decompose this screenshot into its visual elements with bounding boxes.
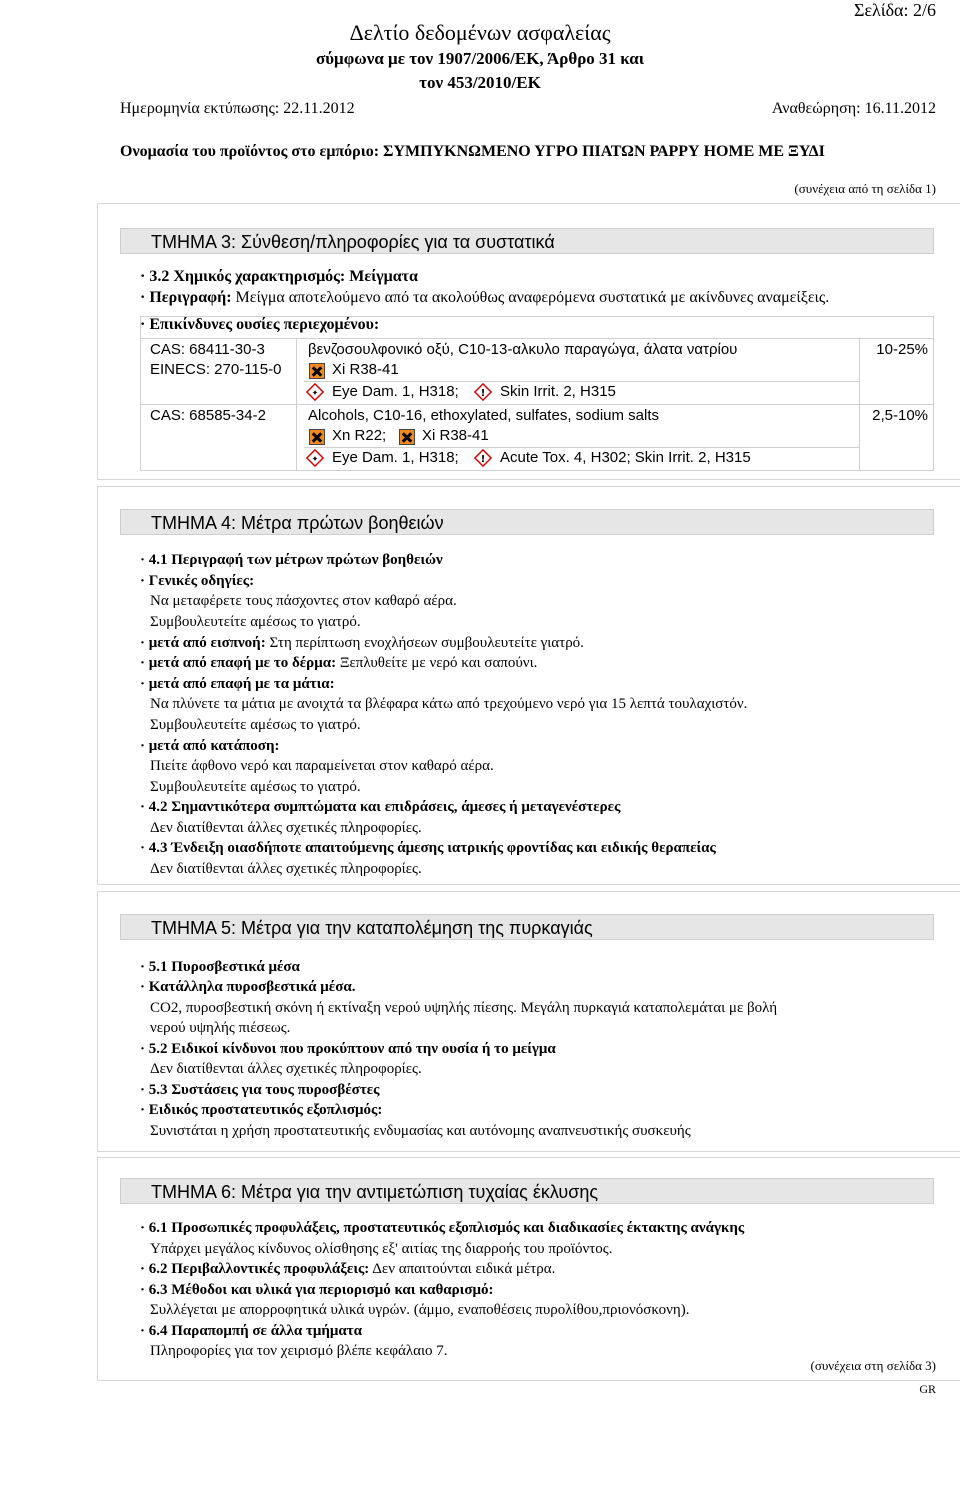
suitable-media-text-1: CO2, πυροσβεστική σκόνη ή εκτίναξη νερού υψηλής πίεσης. Μεγάλη πυρκαγιά καταπολεμάται με βολή <box>150 1000 778 1016</box>
row2-clp-rest: Acute Tox. 4, H302; Skin Irrit. 2, H315 <box>500 449 751 466</box>
cleanup-methods-text: Συλλέγεται με απορροφητικά υλικά υγρών. (άμμο, εναποθέσεις πυρολίθου,πριονόσκονη). <box>150 1302 690 1318</box>
special-hazards-heading: · 5.2 Ειδικοί κίνδυνοι που προκύπτουν από την ουσία ή το μείγμα <box>140 1041 556 1057</box>
svg-text:!: ! <box>480 388 486 400</box>
extinguishing-media-heading: · 5.1 Πυροσβεστικά μέσα <box>140 959 300 975</box>
ingestion-text-1: Πιείτε άφθονο νερό και παραμείνεται στον καθαρό αέρα. <box>150 758 494 774</box>
product-name: Ονομασία του προϊόντος στο εμπόριο: ΣΥΜΠΥΚΝΩΜΕΝΟ ΥΓΡΟ ΠΙΑΤΩΝ ΡΑΡΡΥ HOME ΜΕ ΞΥΔΙ <box>120 143 825 160</box>
continued-to-note: (συνέχεια στη σελίδα 3) <box>810 1358 936 1373</box>
medical-attention-text: Δεν διατίθενται άλλες σχετικές πληροφορίες. <box>150 861 422 877</box>
description-line <box>140 288 829 308</box>
inhalation-value: Στη περίπτωση ενοχλήσεων συμβουλευτείτε γιατρό. <box>269 635 584 651</box>
medical-attention-heading: · 4.3 Ένδειξη οιασδήποτε απαιτούμενης άμεσης ιατρικής φροντίδας και ειδικής θεραπείας <box>140 840 716 856</box>
section-4-title: ΤΜΗΜΑ 4: Μέτρα πρώτων βοηθειών <box>120 509 934 535</box>
ingestion-label: · μετά από κατάποση: <box>140 738 280 754</box>
hazardous-substances-label: · Επικίνδυνες ουσίες περιεχομένου: <box>140 316 380 333</box>
reference-sections-text: Πληροφορίες για τον χειρισμό βλέπε κεφάλαιο 7. <box>150 1343 448 1359</box>
skin-contact-line <box>140 653 537 673</box>
row2-dsd-xi: Xi R38-41 <box>422 427 489 444</box>
environmental-precautions-value: Δεν απαιτούνται ειδικά μέτρα. <box>372 1261 556 1277</box>
firefighter-advice-heading: · 5.3 Συστάσεις για τους πυροσβέστες <box>140 1082 380 1098</box>
document-subtitle <box>0 47 960 95</box>
skin-contact-value: Ξεπλυθείτε με νερό και σαπούνι. <box>339 655 538 671</box>
row2-clp-eye: Eye Dam. 1, H318; <box>332 449 459 466</box>
inhalation-line <box>140 633 584 653</box>
ghs-exclamation-icon <box>474 449 492 467</box>
subtitle-line-1: σύμφωνα με τον 1907/2006/ΕΚ, Άρθρο 31 και <box>315 49 645 68</box>
symptoms-heading: · 4.2 Σημαντικότερα συμπτώματα και επιδράσεις, άμεσες ή μεταγενέστερες <box>140 799 621 815</box>
page-number: Σελίδα: 2/6 <box>853 0 936 20</box>
inhalation-key: · μετά από εισπνοή: <box>140 635 266 651</box>
ghs-exclamation-icon <box>306 449 324 467</box>
harmful-irritant-x-icon <box>309 429 325 445</box>
cleanup-methods-heading: · 6.3 Μέθοδοι και υλικά για περιορισμό και καθαρισμό: <box>140 1282 494 1298</box>
svg-text:✦: ✦ <box>311 387 319 398</box>
suitable-media-text-2: νερού υψηλής πιέσεως. <box>150 1020 291 1036</box>
description-key: · Περιγραφή: <box>140 289 232 306</box>
eye-contact-text-2: Συμβουλευτείτε αμέσως το γιατρό. <box>150 717 361 733</box>
row2-dsd-xn: Xn R22; <box>332 427 387 444</box>
row1-dsd-class: Xi R38-41 <box>332 361 399 378</box>
ingestion-text-2: Συμβουλευτείτε αμέσως το γιατρό. <box>150 779 361 795</box>
subtitle-line-2: τον 453/2010/ΕΚ <box>419 73 541 92</box>
continued-from-note: (συνέχεια από τη σελίδα 1) <box>794 181 936 196</box>
chemical-characterization: · 3.2 Χημικός χαρακτηρισμός: Μείγματα <box>140 268 418 285</box>
general-instructions-label: · Γενικές οδηγίες: <box>140 573 255 589</box>
row2-cas: CAS: 68585-34-2 <box>150 407 266 424</box>
harmful-irritant-x-icon <box>399 429 415 445</box>
suitable-media-label: · Κατάλληλα πυροσβεστικά μέσα. <box>140 979 356 995</box>
row1-cas: CAS: 68411-30-3 <box>150 341 265 358</box>
eye-contact-text-1: Να πλύνετε τα μάτια με ανοιχτά τα βλέφαρα κάτω από τρεχούμενο νερό για 15 λεπτά τουλαχιστόν. <box>150 696 748 712</box>
description-value: Μείγμα αποτελούμενο από τα ακολούθως αναφερόμενα συστατικά με ακίνδυνες αναμείξεις. <box>235 289 830 306</box>
row1-substance-name: βενζοσουλφονικό οξύ, C10-13-αλκυλο παραγώγα, άλατα νατρίου <box>308 341 738 358</box>
ghs-exclamation-icon <box>474 383 492 401</box>
section-3-title: ΤΜΗΜΑ 3: Σύνθεση/πληροφορίες για τα συστατικά <box>120 228 934 254</box>
general-instruction-1: Να μεταφέρετε τους πάσχοντες στον καθαρό αέρα. <box>150 593 457 609</box>
revision-date: Αναθεώρηση: 16.11.2012 <box>771 100 936 117</box>
row1-clp-eye: Eye Dam. 1, H318; <box>332 383 459 400</box>
svg-text:!: ! <box>480 454 486 466</box>
harmful-irritant-x-icon <box>309 363 325 379</box>
language-code: GR <box>919 1382 936 1396</box>
print-date: Ημερομηνία εκτύπωσης: 22.11.2012 <box>120 100 355 117</box>
table-divider <box>140 338 934 339</box>
first-aid-heading: · 4.1 Περιγραφή των μέτρων πρώτων βοηθειών <box>140 552 443 568</box>
general-instruction-2: Συμβουλευτείτε αμέσως το γιατρό. <box>150 614 361 630</box>
ghs-exclamation-icon <box>306 383 324 401</box>
environmental-precautions-line <box>140 1259 555 1279</box>
table-divider <box>140 404 934 405</box>
row2-substance-name: Alcohols, C10-16, ethoxylated, sulfates, sodium salts <box>308 407 660 424</box>
document-title: Δελτίο δεδομένων ασφαλείας <box>349 20 611 45</box>
section-5-title: ΤΜΗΜΑ 5: Μέτρα για την καταπολέμηση της πυρκαγιάς <box>120 914 934 940</box>
environmental-precautions-key: · 6.2 Περιβαλλοντικές προφυλάξεις: <box>140 1261 370 1277</box>
row2-percentage: 2,5-10% <box>872 407 928 424</box>
row1-clp-skin: Skin Irrit. 2, H315 <box>500 383 616 400</box>
row1-einecs: EINECS: 270-115-0 <box>150 361 282 378</box>
eye-contact-label: · μετά από επαφή με τα μάτια: <box>140 676 335 692</box>
special-hazards-text: Δεν διατίθενται άλλες σχετικές πληροφορίες. <box>150 1061 422 1077</box>
personal-precautions-heading: · 6.1 Προσωπικές προφυλάξεις, προστατευτικός εξοπλισμός και διαδικασίες έκτακτης ανάγκης <box>140 1220 745 1236</box>
row1-percentage: 10-25% <box>876 341 928 358</box>
section-6-title: ΤΜΗΜΑ 6: Μέτρα για την αντιμετώπιση τυχαίας έκλυσης <box>120 1178 934 1204</box>
svg-text:✦: ✦ <box>311 453 319 464</box>
symptoms-text: Δεν διατίθενται άλλες σχετικές πληροφορίες. <box>150 820 422 836</box>
skin-contact-key: · μετά από επαφή με το δέρμα: <box>140 655 337 671</box>
reference-sections-heading: · 6.4 Παραπομπή σε άλλα τμήματα <box>140 1323 363 1339</box>
protective-equipment-text: Συνιστάται η χρήση προστατευτικής ενδυμασίας και αυτόνομης αναπνευστικής συσκευής <box>150 1123 691 1139</box>
protective-equipment-label: · Ειδικός προστατευτικός εξοπλισμός: <box>140 1102 383 1118</box>
personal-precautions-text: Υπάρχει μεγάλος κίνδυνος ολίσθησης εξ' αιτίας της διαρροής του προϊόντος. <box>150 1241 613 1257</box>
